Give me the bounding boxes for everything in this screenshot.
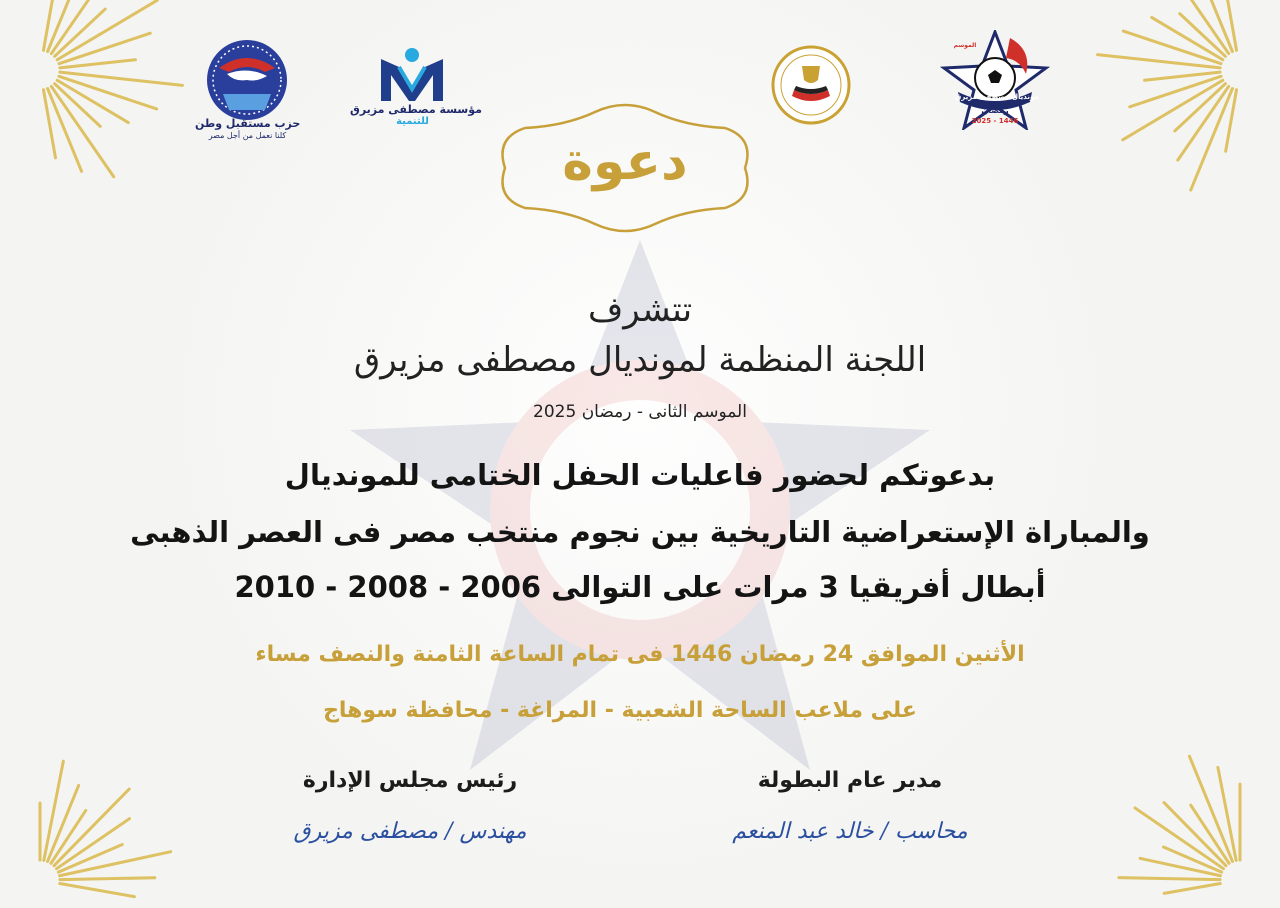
foundation-logo: [375, 45, 450, 105]
event-place: على ملاعب الساحة الشعبية - المراغة - محافظة سوهاج: [323, 698, 917, 723]
firework-ray: [1145, 72, 1221, 80]
firework-ray: [1166, 0, 1228, 54]
firework-ray: [1098, 55, 1221, 68]
directorate-logo: [770, 44, 852, 126]
firework-ray: [59, 33, 150, 63]
firework-ray: [60, 72, 183, 85]
firework-ray: [1175, 84, 1226, 131]
party-logo: [205, 38, 290, 123]
signature-chairman: [250, 768, 570, 844]
invitation-line-1: بدعوتكم لحضور فاعليات الحفل الختامى للمونديال: [284, 458, 996, 492]
firework-ray: [51, 0, 102, 54]
firework-ray: [1180, 14, 1226, 57]
person-m-icon: [375, 45, 450, 105]
firework-ray: [57, 0, 157, 60]
party-slogan: كلنا نعمل من أجل مصر: [208, 131, 287, 140]
firework-ray: [1130, 76, 1221, 106]
firework-ray: [51, 810, 86, 863]
firework-ray: [48, 785, 79, 861]
foundation-sub: للتنمية: [396, 116, 429, 127]
event-date: الأثنين الموافق 24 رمضان 1446 فى تمام الساعة الثامنة والنصف مساء: [255, 642, 1025, 667]
trophy-emblem-icon: [770, 44, 852, 126]
firework-ray: [1119, 878, 1220, 880]
firework-ray: [59, 76, 157, 109]
firework-ray: [60, 883, 135, 896]
invitation-line-2: والمباراة الإستعراضية التاريخية بين نجوم منتخب مصر فى العصر الذهبى: [130, 515, 1150, 549]
tournament-season-label: الموسم: [953, 42, 977, 49]
firework-ray: [1123, 80, 1223, 140]
chairman-title: رئيس مجلس الإدارة: [302, 768, 518, 793]
firework-ray: [60, 852, 171, 876]
firework-ray: [44, 761, 63, 860]
party-name: حزب مستقبل وطن: [195, 117, 301, 130]
firework-ray: [1140, 858, 1220, 875]
firework-ray: [1198, 0, 1232, 51]
firework-ray: [55, 9, 106, 56]
season-text: الموسم الثانى - رمضان 2025: [533, 402, 747, 422]
foundation-name: مؤسسة مصطفى مزيرق: [350, 103, 482, 116]
invitation-line-3: أبطال أفريقيا 3 مرات على التوالى 2006 - 2008 - 2010: [234, 570, 1046, 604]
firework-ray: [54, 789, 129, 866]
signature-director: [690, 768, 1010, 844]
firework-ray: [55, 84, 101, 127]
firework-ray: [1191, 89, 1233, 191]
firework-ray: [57, 80, 128, 122]
tournament-name: مونديال مصطفى مزيرق: [955, 93, 1039, 101]
director-name: محاسب / خالد عبد المنعم: [732, 819, 968, 844]
firework-ray: [1164, 847, 1222, 872]
firework-ray: [60, 878, 155, 880]
firework-ray: [1152, 17, 1223, 59]
firework-ray: [1164, 883, 1220, 893]
firework-ray: [1189, 756, 1232, 861]
firework-ray: [48, 89, 82, 172]
firework-ray: [56, 819, 129, 869]
firework-ray: [1218, 767, 1236, 860]
firework-ray: [1178, 86, 1229, 160]
firework-ray: [48, 0, 90, 51]
director-title: مدير عام البطولة: [757, 768, 943, 793]
tournament-years: 2025 - 1446: [971, 117, 1019, 125]
firework-ray: [60, 60, 136, 68]
firework-ray: [43, 90, 55, 158]
firework-ray: [58, 845, 122, 873]
chairman-name: مهندس / مصطفى مزيرق: [293, 819, 527, 844]
firework-ray: [1226, 90, 1237, 152]
firework-ray: [51, 86, 113, 176]
firework-ray: [1225, 0, 1237, 50]
tournament-ramadan: رمضان: [981, 106, 1009, 115]
firework-ray: [1191, 805, 1229, 863]
honored-text: تتشرف: [587, 290, 693, 330]
firework-ray: [43, 0, 54, 50]
firework-ray: [1164, 803, 1226, 866]
firework-ray: [1135, 808, 1224, 869]
firework-ray: [1123, 31, 1221, 64]
invitation-title: دعوة: [562, 132, 688, 192]
committee-text: اللجنة المنظمة لمونديال مصطفى مزيرق: [353, 340, 927, 380]
eagle-icon: [205, 38, 290, 123]
